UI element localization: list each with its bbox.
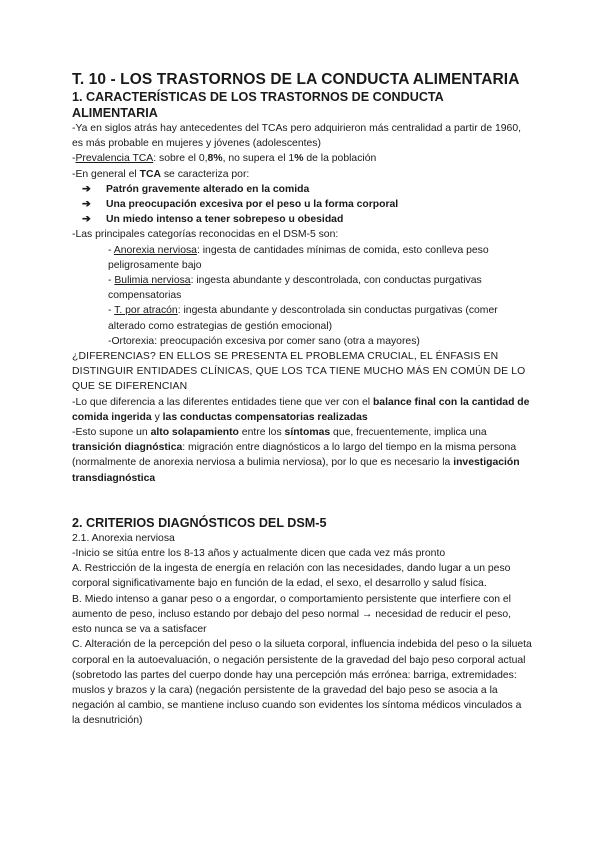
- paragraph-antecedentes: -Ya en siglos atrás hay antecedentes del TCAs pero adquirieron más centralidad a partir de 1960, es más probable en mujeres y jóvenes (adolescentes): [72, 123, 521, 150]
- category-ortorexia: -Ortorexia: preocupación excesiva por comer sano (otra a mayores): [108, 335, 420, 347]
- categories-list: [72, 243, 532, 349]
- list-item: ➔ Una preocupación excesiva por el peso u la forma corporal: [82, 197, 532, 212]
- section-spacer: [72, 486, 532, 515]
- criterion-c: C. Alteración de la percepción del peso o la silueta corporal, influencia indebida del peso o la silueta corporal en la autoevaluación, o negación persistente de la gravedad del bajo peso corporal actual (sobretodo las partes del cuerpo donde hay una percepción más errónea: barriga, extremidades: muslos y brazos y la cara) (negación persistente de la gravedad del bajo peso se asocia a la negación al cambio, se mantiene incluso cuando son evidentes los síntoma médicos vinculados a la desnutrición): [72, 639, 532, 727]
- category-atracon: - T. por atracón: ingesta abundante y descontrolada sin conductas purgativas (comer alterado como estrategias de gestión emocional): [108, 305, 498, 332]
- paragraph-inicio: -Inicio se sitúa entre los 8-13 años y actualmente dicen que cada vez más pronto: [72, 548, 446, 560]
- subsection-heading: 2.1. Anorexia nerviosa: [72, 532, 175, 544]
- paragraph-prevalencia: -Prevalencia TCA: sobre el 0,8%, no supera el 1% de la población: [72, 153, 377, 165]
- category-bulimia: - Bulimia nerviosa: ingesta abundante y descontrolada, con conductas purgativas compensatorias: [108, 275, 482, 302]
- arrow-icon: ➔: [82, 214, 91, 226]
- section-2-heading: 2. CRITERIOS DIAGNÓSTICOS DEL DSM-5: [72, 515, 327, 530]
- document-title: T. 10 - LOS TRASTORNOS DE LA CONDUCTA ALIMENTARIA: [72, 71, 520, 88]
- list-item: ➔ Patrón gravemente alterado en la comida: [82, 182, 532, 197]
- characteristics-list: [72, 182, 532, 228]
- paragraph-diferencia: -Lo que diferencia a las diferentes entidades tiene que ver con el balance final con la cantidad de comida ingerida y las conductas compensatorias realizadas: [72, 396, 530, 423]
- category-anorexia: - Anorexia nerviosa: ingesta de cantidades mínimas de comida, esto conlleva peso peligrosamente bajo: [108, 244, 489, 271]
- criterion-a: A. Restricción de la ingesta de energía en relación con las necesidades, dando lugar a un peso corporal significativamente bajo en función de la edad, el sexo, el desarrollo y salud física.: [72, 563, 511, 590]
- prevalencia-label: Prevalencia TCA: [75, 153, 154, 165]
- list-item: ➔ Un miedo intenso a tener sobrepeso u obesidad: [82, 212, 532, 227]
- document-page: [72, 70, 532, 729]
- section-1-heading: 1. CARACTERÍSTICAS DE LOS TRASTORNOS DE CONDUCTA ALIMENTARIA: [72, 90, 444, 120]
- paragraph-solapamiento: -Esto supone un alto solapamiento entre los síntomas que, frecuentemente, implica una transición diagnóstica: migración entre diagnósticos a lo largo del tiempo en la misma persona (normalmente de anorexia nerviosa a bulimia nerviosa), por lo que es necesario la investigación transdiagnóstica: [72, 427, 520, 484]
- arrow-icon: ➔: [82, 199, 91, 211]
- paragraph-diferencias-caps: ¿DIFERENCIAS? EN ELLOS SE PRESENTA EL PROBLEMA CRUCIAL, EL ÉNFASIS EN DISTINGUIR ENTIDADES CLÍNICAS, QUE LOS TCA TIENE MUCHO MÁS EN COMÚN DE LO QUE SE DIFERENCIAN: [72, 351, 526, 393]
- criterion-b: B. Miedo intenso a ganar peso o a engordar, o comportamiento persistente que interfiere con el aumento de peso, incluso estando por debajo del peso normal → necesidad de reducir el peso, esto nunca se va a satisfacer: [72, 593, 511, 636]
- arrow-icon: ➔: [82, 183, 91, 195]
- paragraph-categorias: -Las principales categorías reconocidas en el DSM-5 son:: [72, 229, 339, 241]
- paragraph-general: -En general el TCA se caracteriza por:: [72, 168, 250, 180]
